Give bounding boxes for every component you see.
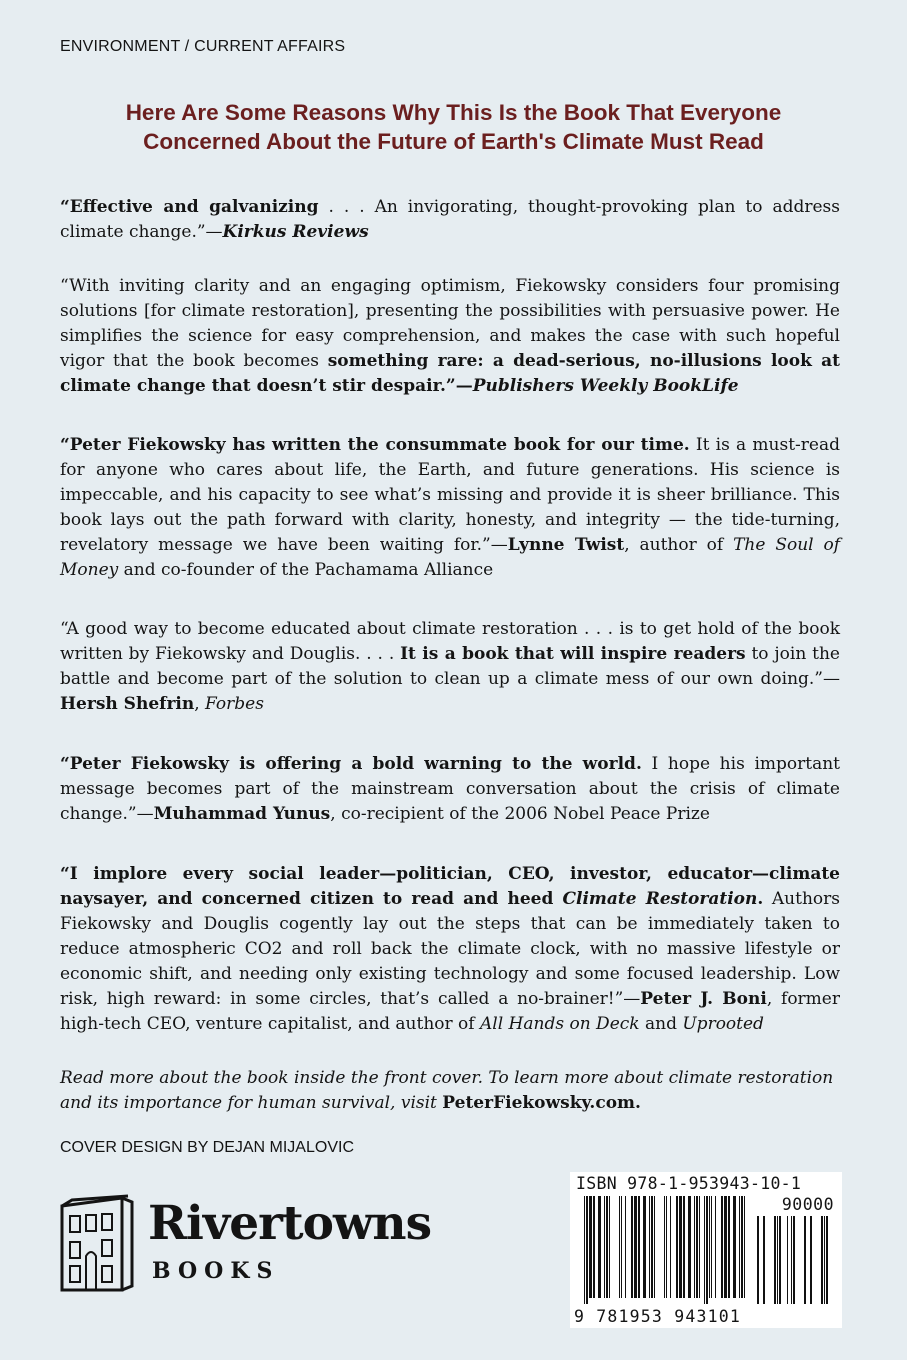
quote-author: Lynne Twist (507, 535, 625, 555)
quote-text: “With inviting clarity and an engaging optimism, Fiekowsky considers four promising solutions [for climate restoration], presenting the possibilities with persuasive power. He simplifies the science for easy comprehension, and makes the case with such hopeful vigor that the book becomes (60, 276, 840, 371)
quote-text-2: to join the battle and become part of the solution to clean up a climate mess of our own doing.”— (60, 644, 840, 689)
quote-forbes (60, 617, 840, 717)
website-link[interactable]: PeterFiekowsky.com. (442, 1093, 641, 1113)
quote-comma: , (194, 694, 206, 714)
isbn-barcode (570, 1172, 842, 1328)
isbn-label: ISBN 978-1-953943-10-1 (576, 1174, 802, 1193)
quote-source: Publishers Weekly BookLife (472, 376, 739, 396)
barcode-bars (570, 1172, 842, 1328)
quote-book: The Soul of Money (60, 535, 841, 580)
read-more-text: Read more about the book inside the front cover. To learn more about climate restoration and its importance for human survival, visit (60, 1068, 834, 1113)
isbn-digits: 9 781953 943101 (574, 1307, 742, 1326)
publisher-name: Rivertowns (148, 1196, 432, 1251)
headline (40, 98, 867, 156)
quote-text: It is a must-read for anyone who cares about life, the Earth, and future generations. His science is impeccable, and his capacity to see what’s missing and provide it is sheer brilliance. This book lays out the path forward with clarity, honesty, and integrity — the tide-turning, revelatory message we have been waiting for.”— (60, 435, 840, 555)
quote-lynne-twist (60, 433, 840, 583)
quote-kirkus (60, 195, 840, 245)
quote-bold: “Peter Fiekowsky has written the consummate book for our time. (60, 435, 690, 455)
quote-bold: “Peter Fiekowsky is offering a bold warning to the world. (60, 754, 642, 774)
price-code: 90000 (781, 1195, 834, 1214)
headline-line-1: Here Are Some Reasons Why This Is the Book That Everyone (125, 100, 782, 125)
headline-line-2: Concerned About the Future of Earth's Climate Must Read (143, 129, 764, 154)
quote-bold: It is a book that will inspire readers (400, 644, 746, 664)
quote-text: I hope his important message becomes part of the mainstream conversation about the crisis of climate change.”— (60, 754, 840, 824)
quote-source: Forbes (205, 694, 264, 714)
publisher-sub: BOOKS (152, 1258, 280, 1284)
quote-book-2: All Hands on Deck (480, 1014, 640, 1034)
quote-text-post: and co-founder of the Pachamama Alliance (118, 560, 494, 580)
quote-text: Authors Fiekowsky and Douglis cogently lay out the steps that can be immediately taken to reduce atmospheric CO2 and roll back the climate clock, with no massive lifestyle or economic shift, and needing only existing technology and some focused leadership. Low risk, high reward: in some circles, that’s called a no-brainer!”— (60, 889, 840, 1009)
quote-author: Muhammad Yunus (153, 804, 331, 824)
quote-publishers-weekly (60, 274, 840, 399)
quote-author: Peter J. Boni (640, 989, 767, 1009)
quote-bold-2: . (757, 889, 764, 909)
category-label: ENVIRONMENT / CURRENT AFFAIRS (60, 38, 346, 55)
quote-boni (60, 862, 840, 1037)
quote-bold: “I implore every social leader—politician, CEO, investor, educator—climate naysayer, and concerned citizen to read and heed (60, 864, 840, 909)
quote-and: and (639, 1014, 683, 1034)
quote-book: Climate Restoration (562, 889, 758, 909)
quote-bold: something rare: a dead-serious, no-illusions look at climate change that doesn’t stir despair.”— (60, 351, 840, 396)
cover-credit: COVER DESIGN BY DEJAN MIJALOVIC (60, 1139, 354, 1156)
quote-bold: “Effective and galvanizing (60, 197, 319, 217)
building-icon (58, 1194, 136, 1294)
quote-source: Kirkus Reviews (222, 222, 369, 242)
quote-author: Hersh Shefrin (60, 694, 195, 714)
read-more (60, 1066, 850, 1116)
quote-text-pre: , author of (624, 535, 734, 555)
quote-book-3: Uprooted (682, 1014, 764, 1034)
quote-text-post: , former high-tech CEO, venture capitalist, and author of (60, 989, 840, 1034)
quote-text: “A good way to become educated about climate restoration . . . is to get hold of the book written by Fiekowsky and Douglis. . . . (60, 619, 840, 664)
quote-text-post: , co-recipient of the 2006 Nobel Peace Prize (330, 804, 710, 824)
quote-yunus (60, 752, 840, 827)
quote-text: . . . An invigorating, thought-provoking plan to address climate change.”— (60, 197, 840, 242)
